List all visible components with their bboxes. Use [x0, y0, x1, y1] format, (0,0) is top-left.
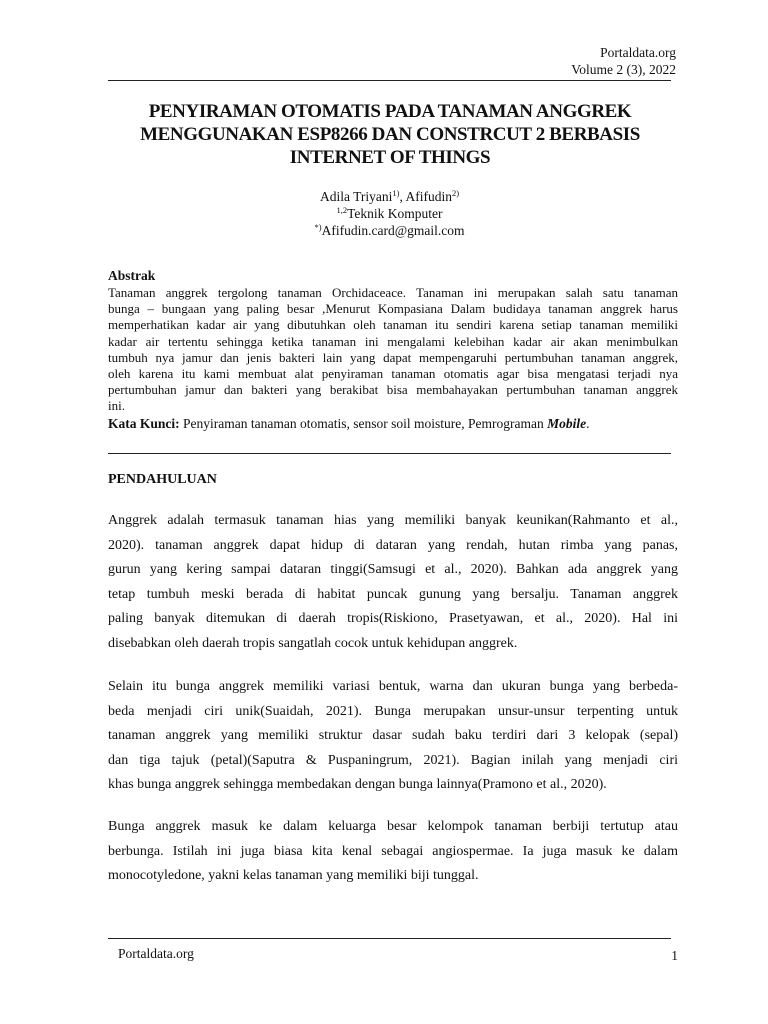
paragraph-line: berbunga. Istilah ini juga biasa kita kenal sebagai angiospermae. Ia juga masuk ke dalam [108, 843, 678, 859]
affiliation-mark: 1,2 [336, 205, 348, 215]
paragraph-line: Selain itu bunga anggrek memiliki variasi bentuk, warna dan ukuran bunga yang berbeda- [108, 679, 678, 694]
author-1-affil-mark: 1) [392, 188, 400, 198]
author-2: Afifudin [405, 189, 452, 204]
abstract-line: kadar air tertentu sehingga ketika tanaman ini mengalami kelebihan kadar air akan menimbulkan [108, 333, 678, 349]
running-header [571, 44, 676, 78]
keywords [108, 416, 589, 432]
email-mark: *) [314, 222, 322, 232]
keywords-label: Kata Kunci: [108, 416, 180, 431]
abstract-line: Tanaman anggrek tergolong tanaman Orchidaceace. Tanaman ini merupakan salah satu tanaman [108, 285, 678, 300]
affiliation [108, 205, 671, 222]
title-line: PENYIRAMAN OTOMATIS PADA TANAMAN ANGGREK [148, 101, 632, 122]
abstract-divider [108, 453, 671, 454]
paragraph-line: paling banyak ditemukan di daerah tropis(Riskiono, Prasetyawan, et al., 2020). Hal ini [108, 611, 678, 626]
email-text: Afifudin.card@gmail.com [321, 223, 465, 238]
abstract-body [108, 285, 678, 415]
paragraph-2 [108, 675, 678, 798]
paragraph-line: gurun yang kering sampai dataran tinggi(Samsugi et al., 2020). Bahkan ada anggrek yang [108, 562, 678, 577]
paragraph-line: Anggrek adalah termasuk tanaman hias yang memiliki banyak keunikan(Rahmanto et al., [108, 513, 678, 528]
paragraph-1 [108, 509, 678, 656]
author-2-affil-mark: 2) [451, 188, 460, 198]
paragraph-line: disebabkan oleh daerah tropis sangatlah cocok untuk kehidupan anggrek. [108, 635, 518, 651]
page-number: 1 [671, 948, 678, 963]
header-volume: Volume 2 (3), 2022 [571, 62, 676, 77]
title-line: MENGGUNAKAN ESP8266 DAN CONSTRCUT 2 BERBASIS [140, 124, 640, 145]
paragraph-line: monocotyledone, yakni kelas tanaman yang memiliki biji tunggal. [108, 868, 479, 883]
paragraph-line: tanaman anggrek yang memiliki struktur dasar sudah baku terdiri dari 3 kelopak (sepal) [108, 728, 678, 743]
paragraph-line: 2020). tanaman anggrek dapat hidup di dataran yang rendah, hutan rimba yang panas, [108, 537, 678, 553]
paper-title [100, 100, 680, 169]
contact-email [108, 222, 671, 239]
paragraph-line: Bunga anggrek masuk ke dalam keluarga besar kelompok tanaman berbiji tertutup atau [108, 819, 678, 834]
abstract-line: oleh karena itu kami membuat alat penyiraman tanaman otomatis agar bisa mengatasi terjadi nya [108, 366, 678, 382]
abstract-heading: Abstrak [108, 268, 156, 283]
author-block [108, 188, 671, 239]
author-1: Adila Triyani [319, 189, 393, 204]
footer-rule [108, 938, 671, 939]
abstract-line: tumbuh nya jamur dan jenis bakteri lain yang dapat mempengaruhi pertumbuhan tanaman anggrek, [108, 349, 678, 365]
header-site: Portaldata.org [600, 45, 676, 60]
abstract-line: ini. [108, 398, 125, 414]
abstract-line: memperhatikan kadar air yang dibutuhkan oleh tanaman itu sendiri karena setiap tanaman memiliki [108, 317, 678, 333]
abstract-line: bunga – bungaan yang paling besar ,Menurut Kompasiana Dalam budidaya tanaman anggrek harus [108, 301, 678, 317]
paragraph-line: tetap tumbuh meski berada di habitat puncak gunung yang bersalju. Tanaman anggrek [108, 586, 678, 602]
footer-site: Portaldata.org [118, 946, 194, 961]
author-names [108, 188, 671, 205]
section-heading: PENDAHULUAN [108, 472, 217, 487]
paragraph-3 [108, 815, 678, 889]
title-line: INTERNET OF THINGS [289, 147, 491, 168]
keywords-end: . [586, 416, 590, 431]
affiliation-text: Teknik Komputer [347, 206, 443, 221]
paragraph-line: beda menjadi ciri unik(Suaidah, 2021). Bunga merupakan unsur-unsur terpenting untuk [108, 703, 678, 719]
keywords-italic: Mobile [547, 416, 587, 431]
abstract-line: pertumbuhan jamur dan bakteri yang berakibat bisa membahayakan pertumbuhan tanaman anggrek [108, 382, 678, 398]
paragraph-line: dan tiga tajuk (petal)(Saputra & Puspaningrum, 2021). Bagian inilah yang menjadi ciri [108, 752, 678, 768]
paragraph-line: khas bunga anggrek sehingga membedakan dengan bunga lainnya(Pramono et al., 2020). [108, 777, 607, 792]
author-separator: , [399, 189, 406, 204]
header-rule [108, 80, 671, 81]
keywords-text: Penyiraman tanaman otomatis, sensor soil moisture, Pemrograman [179, 416, 548, 431]
